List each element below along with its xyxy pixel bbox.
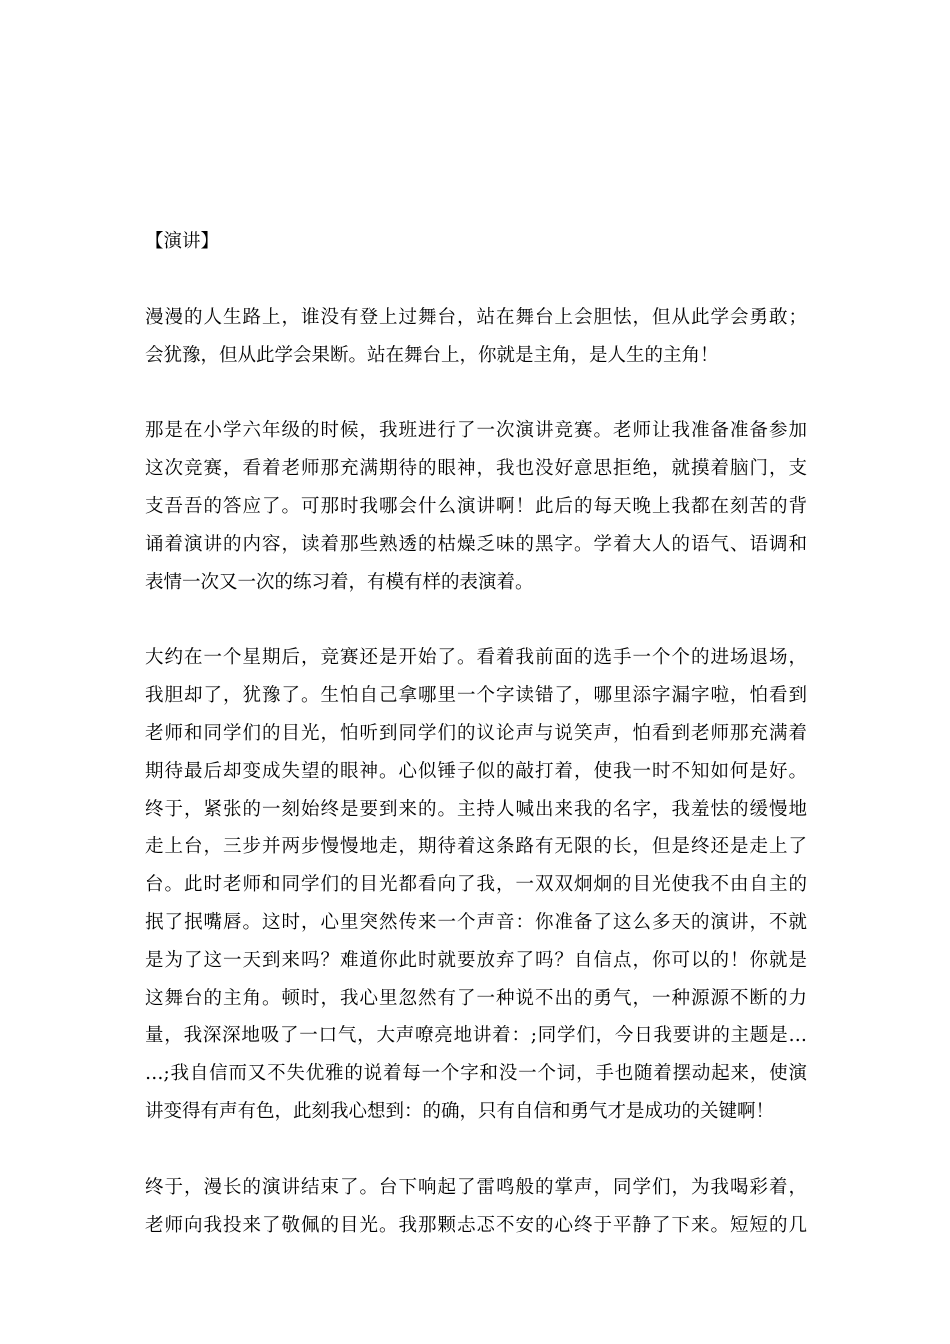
text-line: 会犹豫，但从此学会果断。站在舞台上，你就是主角，是人生的主角！	[145, 344, 719, 366]
paragraph-competition	[145, 639, 807, 1130]
text-line: 期待最后却变成失望的眼神。心似锤子似的敲打着，使我一时不知如何是好。	[145, 760, 807, 782]
text-line: 讲变得有声有色，此刻我心想到：的确，只有自信和勇气才是成功的关键啊！	[145, 1100, 775, 1122]
text-line: 抿了抿嘴唇。这时，心里突然传来一个声音：你准备了这么多天的演讲，不就	[145, 911, 807, 933]
paragraph-ending	[145, 1169, 807, 1245]
text-line: 这次竞赛，看着老师那充满期待的眼神，我也没好意思拒绝，就摸着脑门，支	[145, 458, 807, 480]
text-line: 支吾吾的答应了。可那时我哪会什么演讲啊！此后的每天晚上我都在刻苦的背	[145, 495, 807, 517]
text-line: 老师和同学们的目光，怕听到同学们的议论声与说笑声，怕看到老师那充满着	[145, 722, 807, 744]
paragraph-preparation	[145, 412, 807, 601]
text-line: 台。此时老师和同学们的目光都看向了我，一双双炯炯的目光使我不由自主的	[145, 874, 807, 896]
text-line: 我胆却了，犹豫了。生怕自己拿哪里一个字读错了，哪里添字漏字啦，怕看到	[145, 685, 807, 707]
text-line: 终于，漫长的演讲结束了。台下响起了雷鸣般的掌声，同学们，为我喝彩着，	[145, 1176, 807, 1198]
text-line: 走上台，三步并两步慢慢地走，期待着这条路有无限的长，但是终还是走上了	[145, 836, 807, 858]
text-line: 漫漫的人生路上，谁没有登上过舞台，站在舞台上会胆怯，但从此学会勇敢；	[145, 306, 807, 328]
text-line: 表情一次又一次的练习着，有模有样的表演着。	[145, 571, 534, 593]
text-line: 是为了这一天到来吗？难道你此时就要放弃了吗？自信点，你可以的！你就是	[145, 949, 807, 971]
text-line: 诵着演讲的内容，读着那些熟透的枯燥乏味的黑字。学着大人的语气、语调和	[145, 533, 807, 555]
text-line: 这舞台的主角。顿时，我心里忽然有了一种说不出的勇气，一种源源不断的力	[145, 987, 807, 1009]
text-line: 终于，紧张的一刻始终是要到来的。主持人喊出来我的名字，我羞怯的缓慢地	[145, 798, 807, 820]
paragraph-intro	[145, 299, 807, 375]
text-line: 大约在一个星期后，竞赛还是开始了。看着我前面的选手一个个的进场退场，	[145, 647, 807, 669]
document-body	[145, 223, 807, 1282]
text-line: 那是在小学六年级的时候，我班进行了一次演讲竞赛。老师让我准备准备参加	[145, 420, 807, 442]
text-line: …;我自信而又不失优雅的说着每一个字和没一个词，手也随着摆动起来，使演	[145, 1063, 807, 1085]
text-line: 老师向我投来了敬佩的目光。我那颗忐忑不安的心终于平静了下来。短短的几	[145, 1214, 807, 1236]
document-heading: 【演讲】	[145, 231, 220, 252]
text-line: 量，我深深地吸了一口气，大声嘹亮地讲着：;同学们，今日我要讲的主题是…	[145, 1025, 807, 1047]
